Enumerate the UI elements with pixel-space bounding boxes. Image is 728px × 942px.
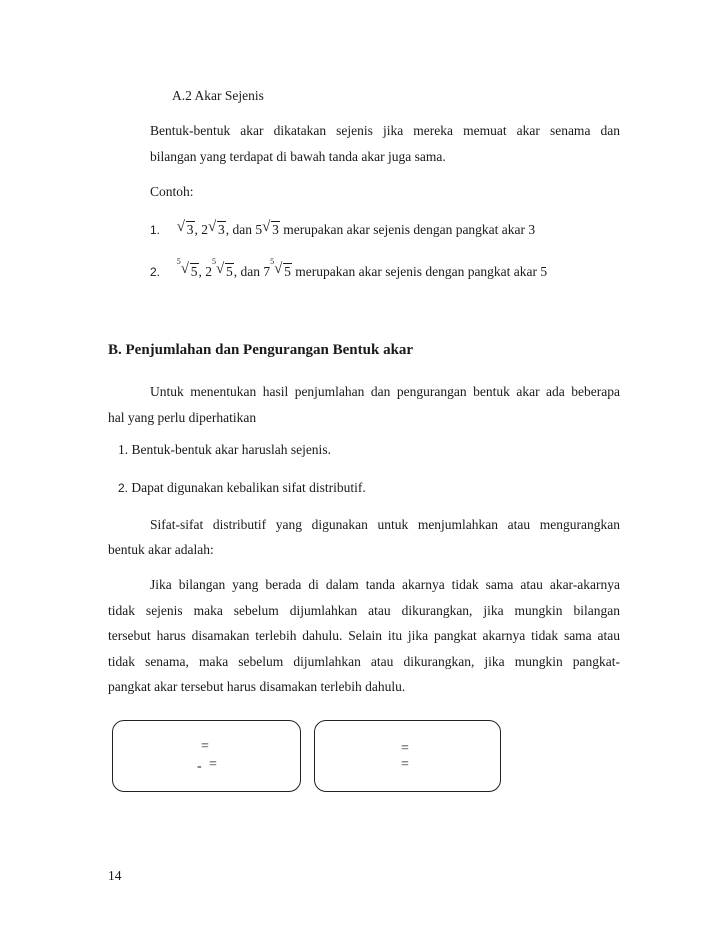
distributive-line-1: Sifat-sifat distributif yang digunakan untuk menjumlahkan atau mengurangkan xyxy=(150,517,620,532)
formula-box-right xyxy=(314,720,501,792)
definition-line-1: Bentuk-bentuk akar dikatakan sejenis jika mereka memuat akar senama dan xyxy=(150,123,620,138)
radical-7-fifth-root-5: 5 √ 5 xyxy=(270,257,291,279)
paragraph-line-3: tersebut harus disamakan terlebih dahulu. Selain itu jika pangkat akarnya tidak sama atau xyxy=(108,628,620,643)
list-item-text: Bentuk-bentuk akar haruslah sejenis. xyxy=(131,442,331,457)
equals-sign: = xyxy=(201,739,209,754)
list-item-text: Dapat digunakan kebalikan sifat distributif. xyxy=(131,480,366,495)
radical-2-fifth-root-5: 5 √ 5 xyxy=(212,257,233,279)
paragraph-line-4: tidak senama, maka sebelum dijumlahkan atau dikurangkan, jika mungkin pangkat- xyxy=(108,654,620,669)
section-b-heading: B. Penjumlahan dan Pengurangan Bentuk akar xyxy=(108,342,414,358)
example-1: 1. √ 3, 2 √ 3, dan 5 √ 3 merupakan akar sejenis dengan pangkat akar 3 xyxy=(150,219,536,237)
radical-sqrt-3: √ 3 xyxy=(176,219,194,237)
equals-sign: = xyxy=(401,741,409,756)
list-item xyxy=(118,442,331,458)
distributive-line-2: bentuk akar adalah: xyxy=(108,542,214,557)
intro-line-2: hal yang perlu diperhatikan xyxy=(108,410,257,425)
coefficient-2: 2 xyxy=(201,222,209,237)
radical-2sqrt-3: √ 3 xyxy=(208,219,225,237)
paragraph-line-5: pangkat akar tersebut harus disamakan terlebih dahulu. xyxy=(108,679,406,694)
intro-line-1: Untuk menentukan hasil penjumlahan dan pengurangan bentuk akar ada beberapa xyxy=(150,384,620,399)
equals-sign: = xyxy=(401,757,409,772)
paragraph-line-1: Jika bilangan yang berada di dalam tanda akarnya tidak sama atau akar-akarnya xyxy=(150,577,620,592)
list-item xyxy=(118,480,366,496)
page-number: 14 xyxy=(108,868,122,883)
coefficient-7: 7 xyxy=(263,264,271,279)
list-item-number: 2. xyxy=(118,481,129,495)
list-item-number: 1. xyxy=(118,442,129,457)
section-a2-title: A.2 Akar Sejenis xyxy=(172,88,264,103)
example-1-description: merupakan akar sejenis dengan pangkat akar 3 xyxy=(283,222,536,237)
paragraph-line-2: tidak sejenis maka sebelum dijumlahkan atau dikurangkan, jika mungkin bilangan xyxy=(108,603,620,618)
coefficient-5: 5 xyxy=(255,222,263,237)
coefficient-2: 2 xyxy=(205,264,213,279)
formula-box-left xyxy=(112,720,301,792)
example-2-number: 2. xyxy=(150,265,161,279)
minus-sign: - xyxy=(197,759,202,774)
radical-5sqrt-3: √ 3 xyxy=(262,219,279,237)
definition-line-2: bilangan yang terdapat di bawah tanda akar juga sama. xyxy=(150,149,446,164)
radical-fifth-root-5: 5 √ 5 xyxy=(176,257,198,279)
example-2: 2. 5 √ 5, 2 5 √ 5, dan 7 5 √ 5 merupakan akar sejenis dengan pangkat akar 5 xyxy=(150,257,548,279)
example-1-number: 1. xyxy=(150,223,161,237)
equals-sign: = xyxy=(209,757,217,772)
example-2-description: merupakan akar sejenis dengan pangkat akar 5 xyxy=(295,264,548,279)
example-label: Contoh: xyxy=(150,184,194,199)
